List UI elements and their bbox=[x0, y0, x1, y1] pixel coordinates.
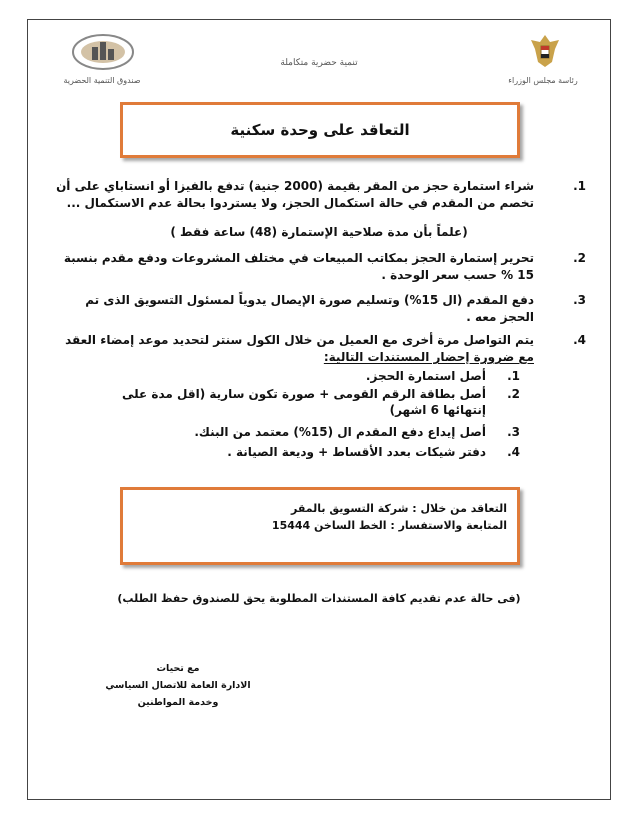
document-number: 3. bbox=[507, 425, 520, 439]
warning-note: (فى حالة عدم تقديم كافة المستندات المطلوبة يحق للصندوق حفظ الطلب) bbox=[117, 592, 521, 605]
eagle-emblem-icon bbox=[528, 32, 562, 70]
document-text: أصل إيداع دفع المقدم ال (15%) معتمد من البنك. bbox=[194, 425, 486, 439]
item-number: 2. bbox=[573, 251, 586, 265]
header-center-text: تنمية حضرية متكاملة bbox=[280, 58, 358, 68]
requirement-item-3 bbox=[56, 292, 586, 326]
right-logo-caption: رئاسة مجلس الوزراء bbox=[508, 76, 578, 85]
document-item-2 bbox=[100, 386, 520, 418]
item-number: 1. bbox=[573, 179, 586, 193]
contact-line-1: التعاقد من خلال : شركة التسويق بالمقر bbox=[291, 502, 507, 515]
cabinet-logo bbox=[488, 32, 598, 92]
item-text: تحرير إستمارة الحجز بمكاتب المبيعات في مختلف المشروعات ودفع مقدم بنسبة 15 % حسب سعر الوحدة . bbox=[63, 251, 534, 282]
item-text-underlined: مع ضرورة إحضار المستندات التالية: bbox=[323, 350, 534, 364]
item-number: 3. bbox=[573, 293, 586, 307]
title-box bbox=[120, 102, 520, 158]
item-text-plain: يتم التواصل مرة أخرى مع العميل من خلال الكول سنتر لتحديد موعد إمضاء العقد bbox=[65, 333, 534, 347]
closing-line-3: وخدمة المواطنين bbox=[137, 697, 219, 708]
document-text: أصل استمارة الحجز. bbox=[365, 369, 486, 383]
document-item-4 bbox=[100, 444, 520, 460]
contact-box bbox=[120, 487, 520, 565]
document-page bbox=[27, 19, 611, 800]
requirement-item-2 bbox=[56, 250, 586, 284]
document-number: 2. bbox=[507, 387, 520, 401]
document-title: التعاقد على وحدة سكنية bbox=[230, 121, 410, 139]
document-item-3 bbox=[100, 424, 520, 440]
closing-line-1: مع تحيات bbox=[156, 663, 200, 674]
validity-note: (علماً بأن مدة صلاحية الإستمارة (48) ساعة فقط ) bbox=[170, 225, 468, 239]
document-item-1 bbox=[100, 368, 520, 384]
requirement-item-4 bbox=[56, 332, 586, 366]
document-text: دفتر شيكات بعدد الأقساط + وديعة الصيانة . bbox=[227, 445, 486, 459]
item-text: دفع المقدم (ال 15%) وتسليم صورة الإيصال يدوياً لمسئول التسويق الذى تم الحجز معه . bbox=[85, 293, 534, 324]
document-number: 4. bbox=[507, 445, 520, 459]
requirement-item-1 bbox=[56, 178, 586, 212]
contact-line-2: المتابعة والاستفسار : الخط الساخن 15444 bbox=[271, 519, 507, 532]
item-text bbox=[56, 332, 534, 366]
closing-line-2: الادارة العامة للاتصال السياسي bbox=[105, 680, 251, 691]
item-text: شراء استمارة حجز من المقر بقيمة (2000 جنية) تدفع بالفيزا أو انستاباي على أن تخصم من المقدم في حالة استكمال الحجز، ولا يستردوا بحالة عدم الاستكمال ... bbox=[56, 179, 534, 210]
left-logo-caption: صندوق التنمية الحضرية bbox=[63, 76, 141, 85]
document-number: 1. bbox=[507, 369, 520, 383]
closing-signature bbox=[88, 660, 268, 711]
item-number: 4. bbox=[573, 333, 586, 347]
document-text: أصل بطاقة الرقم القومى + صورة تكون سارية (اقل مدة على إنتهائها 6 اشهر) bbox=[122, 387, 486, 417]
